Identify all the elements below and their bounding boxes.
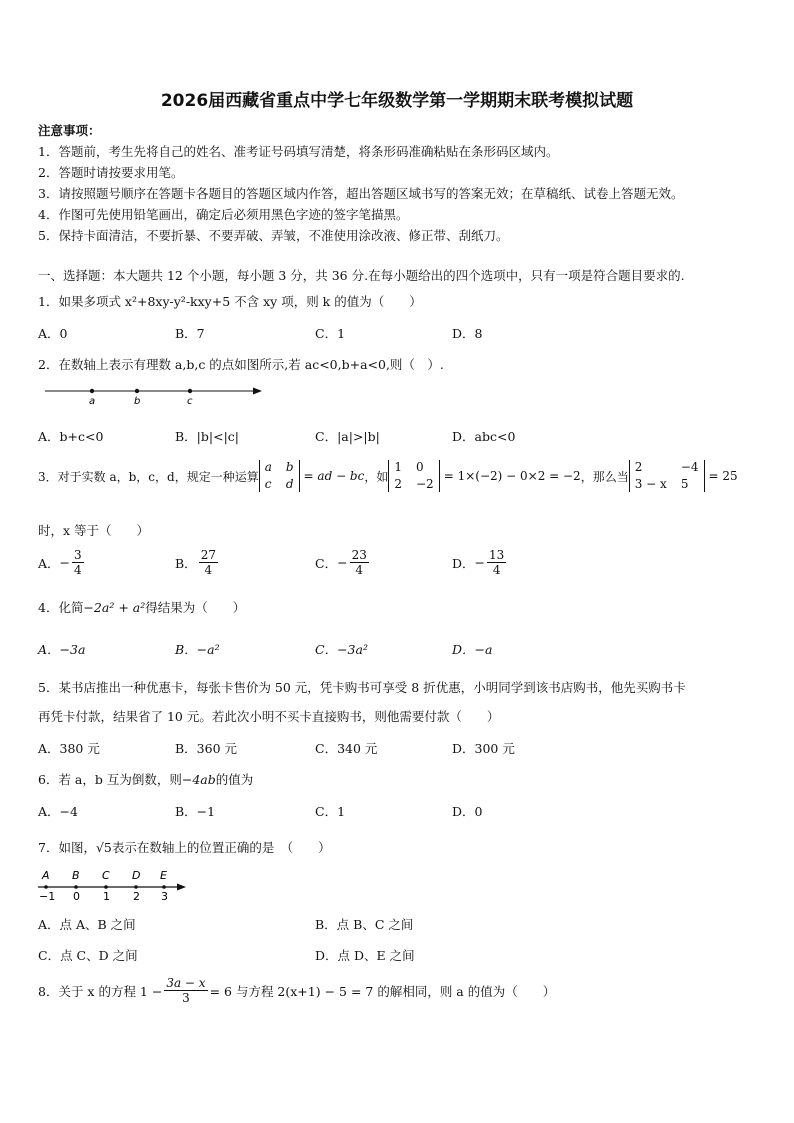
q1-option-c[interactable]: C．1 — [315, 326, 346, 341]
question-7-stem: 7．如图，√5表示在数轴上的位置正确的是 （ ） — [38, 840, 331, 855]
question-3-stem: 3．对于实数 a，b，c，d，规定一种运算 a b c d = ad − bc ，如 1 0 2 −2 = 1×(−2) − 0×2 = −2 ，那么当 2 −4 3 − x 5 = 25 — [38, 460, 738, 491]
q8-fraction: $\frac{3a - x}{3}$ — [166, 976, 206, 1005]
question-1-stem: 1．如果多项式 x²+8xy-y²-kxy+5 不含 xy 项，则 k 的值为（ ） — [38, 294, 422, 309]
axis-label-b: b — [134, 396, 141, 406]
question-5-line2: 再凭卡付款，结果省了 10 元。若此次小明不买卡直接购书，则他需要付款（ ） — [38, 709, 500, 724]
point-c — [188, 389, 192, 393]
axis-number: −1 — [39, 890, 56, 903]
axis-letter-a: A — [42, 869, 50, 882]
question-2-stem: 2．在数轴上表示有理数 a,b,c 的点如图所示,若 ac<0,b+a<0,则（ ）. — [38, 357, 444, 372]
axis-letter-d: D — [132, 869, 141, 882]
q2-option-c[interactable]: C．|a|>|b| — [315, 429, 380, 444]
determinant-example: 1 0 2 −2 — [388, 460, 439, 492]
q5-option-a[interactable]: A．380 元 — [38, 741, 100, 756]
q7-option-b[interactable]: B．点 B、C 之间 — [315, 917, 414, 932]
q4-option-a[interactable]: A．−3a — [38, 642, 86, 657]
determinant-condition: 2 −4 3 − x 5 — [629, 460, 705, 492]
q1-option-b[interactable]: B．7 — [175, 326, 205, 341]
q1-option-d[interactable]: D．8 — [452, 326, 483, 341]
section-heading: 一、选择题：本大题共 12 个小题，每小题 3 分，共 36 分.在每小题给出的四个选项中，只有一项是符合题目要求的. — [38, 268, 685, 283]
axis-label-a: a — [89, 396, 96, 406]
axis-number: 2 — [133, 890, 140, 903]
notice-item: 5．保持卡面清洁，不要折暴、不要弄破、弄皱，不准使用涂改液、修正带、刮纸刀。 — [38, 228, 509, 243]
q4-option-b[interactable]: B．−a² — [175, 642, 220, 657]
page-title: 2026届西藏省重点中学七年级数学第一学期期末联考模拟试题 — [160, 91, 634, 111]
q4-option-d[interactable]: D．−a — [452, 642, 493, 657]
notice-item: 4．作图可先使用铅笔画出，确定后必须用黑色字迹的签字笔描黑。 — [38, 207, 409, 222]
q6-option-b[interactable]: B．−1 — [175, 804, 216, 819]
question-5-line1: 5．某书店推出一种优惠卡，每张卡售价为 50 元，凭卡购书可享受 8 折优惠，小明同学到该书店购书，他先买购书卡 — [38, 680, 686, 695]
question-8-stem: 8．关于 x 的方程 1 − $\frac{3a - x}{3}$ = 6 与方程 2(x+1) − 5 = 7 的解相同，则 a 的值为（ ） — [38, 976, 556, 1005]
q2-option-b[interactable]: B．|b|<|c| — [175, 429, 240, 444]
q6-option-a[interactable]: A．−4 — [38, 804, 78, 819]
notice-item: 1．答题前，考生先将自己的姓名、准考证号码填写清楚，将条形码准确粘贴在条形码区域内。 — [38, 144, 559, 159]
axis-label-c: c — [187, 396, 193, 406]
notice-item: 3．请按照题号顺序在答题卡各题目的答题区域内作答，超出答题区域书写的答案无效；在草稿纸、试卷上答题无效。 — [38, 186, 684, 201]
q5-option-c[interactable]: C．340 元 — [315, 741, 378, 756]
notice-heading: 注意事项： — [38, 123, 101, 138]
q6-option-d[interactable]: D．0 — [452, 804, 483, 819]
question-4-stem: 4．化简−2a² + a²得结果为（ ） — [38, 600, 246, 615]
q5-option-d[interactable]: D．300 元 — [452, 741, 515, 756]
q7-number-line — [36, 868, 192, 904]
axis-letter-b: B — [72, 869, 80, 882]
q5-option-b[interactable]: B．360 元 — [175, 741, 238, 756]
q6-option-c[interactable]: C．1 — [315, 804, 346, 819]
axis-number: 0 — [73, 890, 80, 903]
q7-option-a[interactable]: A．点 A、B 之间 — [38, 917, 136, 932]
q7-option-d[interactable]: D．点 D、E 之间 — [315, 948, 415, 963]
determinant-definition: a b c d — [259, 460, 300, 492]
q7-option-c[interactable]: C．点 C、D 之间 — [38, 948, 138, 963]
q3-option-c[interactable]: C． − $\frac{23}{4}$ — [315, 548, 367, 577]
question-6-stem: 6．若 a，b 互为倒数，则−4ab的值为 — [38, 772, 254, 787]
point-b — [135, 389, 139, 393]
axis-number: 1 — [103, 890, 110, 903]
q2-option-d[interactable]: D．abc<0 — [452, 429, 516, 444]
q4-option-c[interactable]: C．−3a² — [315, 642, 368, 657]
q3-option-b[interactable]: B． $\frac{27}{4}$ — [175, 548, 216, 577]
q1-option-a[interactable]: A．0 — [38, 326, 68, 341]
q2-option-a[interactable]: A．b+c<0 — [38, 429, 104, 444]
q3-option-a[interactable]: A． − $\frac{3}{4}$ — [38, 548, 82, 577]
question-3-stem-cont: 时，x 等于（ ） — [38, 523, 150, 538]
axis-letter-e: E — [160, 869, 167, 882]
notice-item: 2．答题时请按要求用笔。 — [38, 165, 184, 180]
axis-number: 3 — [161, 890, 168, 903]
q3-option-d[interactable]: D． − $\frac{13}{4}$ — [452, 548, 505, 577]
axis-letter-c: C — [102, 869, 110, 882]
q2-number-line — [40, 382, 270, 406]
point-a — [90, 389, 94, 393]
